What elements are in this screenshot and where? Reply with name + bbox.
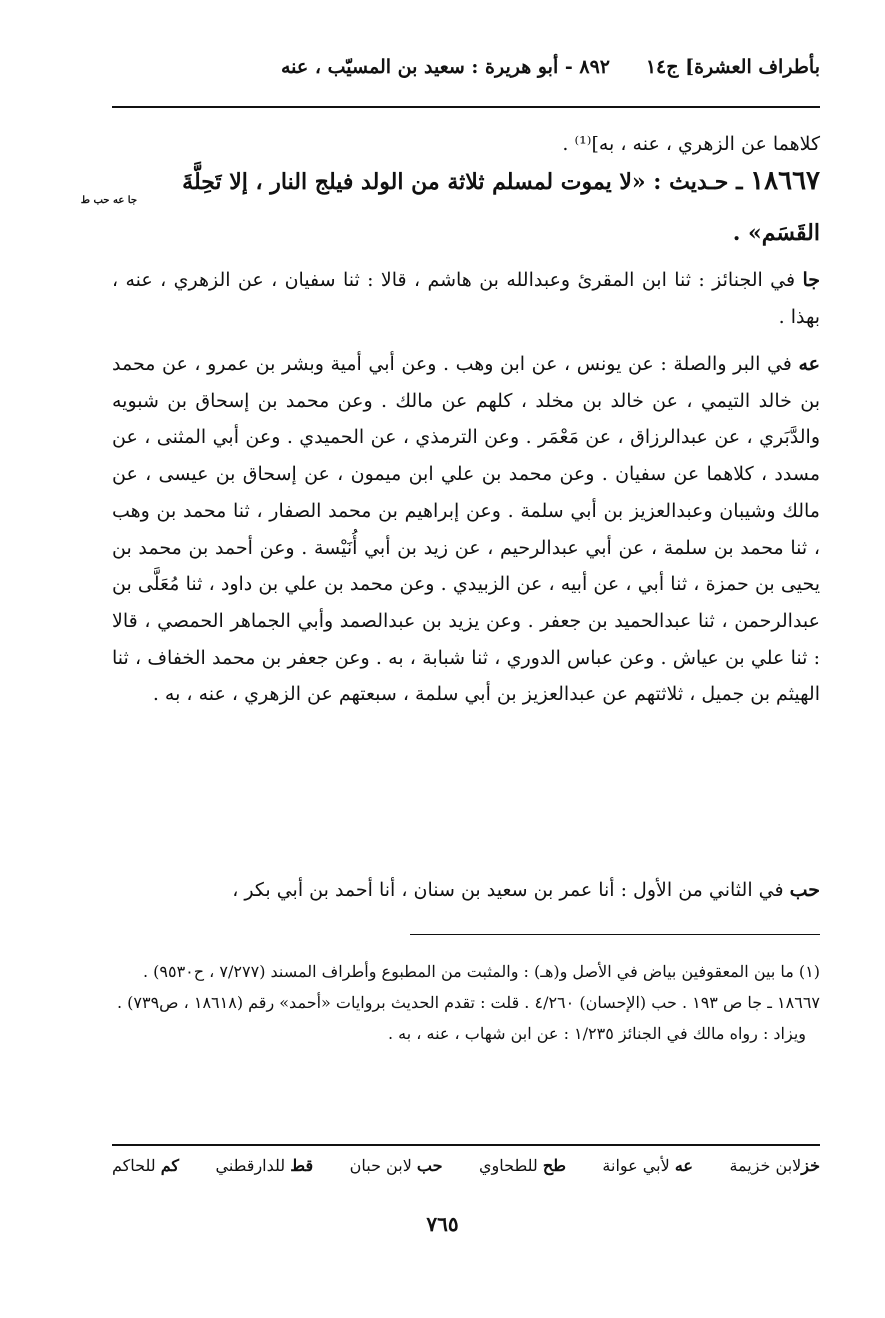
intro-text: كلاهما عن الزهري ، عنه ، به]⁽¹⁾ . [562,133,820,155]
paragraph-ja-text: في الجنائز : ثنا ابن المقرئ وعبدالله بن هاشم ، قالا : ثنا سفيان ، عن الزهري ، عنه ، بهذا . [112,269,820,328]
footnote-2: ١٨٦٦٧ ـ جا ص ١٩٣ . حب (الإحسان) ٤/٢٦٠ . قلت : تقدم الحديث بروايات «أحمد» رقم (١٨٦١٨ ، ص٧٣٩) . [116,993,820,1012]
intro-line [112,126,820,163]
sources-rule [112,1144,820,1146]
footnotes [112,956,820,1049]
hadith-source-codes: جا عه حب ط [80,195,137,206]
footnote-3: ويزاد : رواه مالك في الجنائز ١/٢٣٥ : عن ابن شهاب ، عنه ، به . [387,1024,806,1043]
hadith-heading [112,164,820,199]
paragraph-ah [112,346,820,713]
running-header [112,56,820,90]
source-key-item: طح للطحاوي [479,1156,566,1175]
footnote-rule [410,934,820,935]
paragraph-ah-text: في البر والصلة : عن يونس ، عن ابن وهب . وعن أبي أمية وبشر بن عمرو ، عن محمد بن خالد التيمي ، عن خالد بن مخلد ، كلهم عن مالك . وعن محمد بن إسحاق بن شبويه والدَّبَري ، عن عبدالرزاق ، عن مَعْمَر . وعن الترمذي ، عن الحميدي . وعن أبي المثنى ، عن مسدد ، كلاهما عن سفيان . وعن محمد بن علي ابن ميمون ، عن إسحاق بن عيسى ، عن مالك وشيبان وعبدالعزيز بن أبي سلمة . وعن إبراهيم بن محمد الصفار ، ثنا محمد بن وهب ، ثنا محمد بن سلمة ، عن أبي عبدالرحيم ، عن زيد بن أبي أُنَيْسة . وعن أحمد بن محمد بن يحيى بن حمزة ، ثنا أبي ، عن أبيه ، عن الزبيدي . وعن محمد بن علي بن داود ، ثنا مُعَلَّى بن عبدالرحمن ، ثنا عبدالحميد بن جعفر . وعن يزيد بن عبدالصمد وأبي الجماهر الحمصي ، قالا : ثنا علي بن عياش . وعن عباس الدوري ، ثنا شبابة ، به . وعن جعفر بن محمد الخفاف ، ثنا الهيثم بن جميل ، ثلاثتهم عن عبدالعزيز بن أبي سلمة ، سبعتهم عن الزهري ، عنه ، به . [112,353,820,706]
hadith-number: ١٨٦٦٧ [750,166,820,196]
source-key-item: قط للدارقطني [215,1156,314,1175]
source-code-ah: عه [798,353,820,375]
source-key-item: عه لأبي عوانة [602,1156,693,1175]
paragraph-hb [112,872,820,909]
source-code-ja: جا [802,269,820,291]
source-key [112,1156,820,1175]
header-rule [112,106,820,108]
paragraph-ja [112,262,820,335]
paragraph-hb-text: في الثاني من الأول : أنا عمر بن سعيد بن سنان ، أنا أحمد بن أبي بكر ، [232,879,790,901]
footnote-1: (١) ما بين المعقوفين بياض في الأصل و(هـ) : والمثبت من المطبوع وأطراف المسند (٧/٢٧٧ ، ح٩٥٣٠) . [142,962,820,981]
page-number: ٧٦٥ [426,1212,459,1236]
header-section-title: ٨٩٢ - أبو هريرة : سعيد بن المسيّب ، عنه [281,56,610,78]
source-key-item: حب لابن حبان [349,1156,443,1175]
source-code-hb: حب [789,879,820,901]
source-key-item: خزلابن خزيمة [729,1156,820,1175]
hadith-title-continuation: القَسَم» . [732,220,820,246]
header-book-title: بأطراف العشرة] ج١٤ [645,56,820,78]
hadith-title-text: ـ حـديث : «لا يموت لمسلم ثلاثة من الولد فيلج النار ، إلا تَحِلَّةَ [182,169,751,195]
source-key-item: كم للحاكم [112,1156,179,1175]
